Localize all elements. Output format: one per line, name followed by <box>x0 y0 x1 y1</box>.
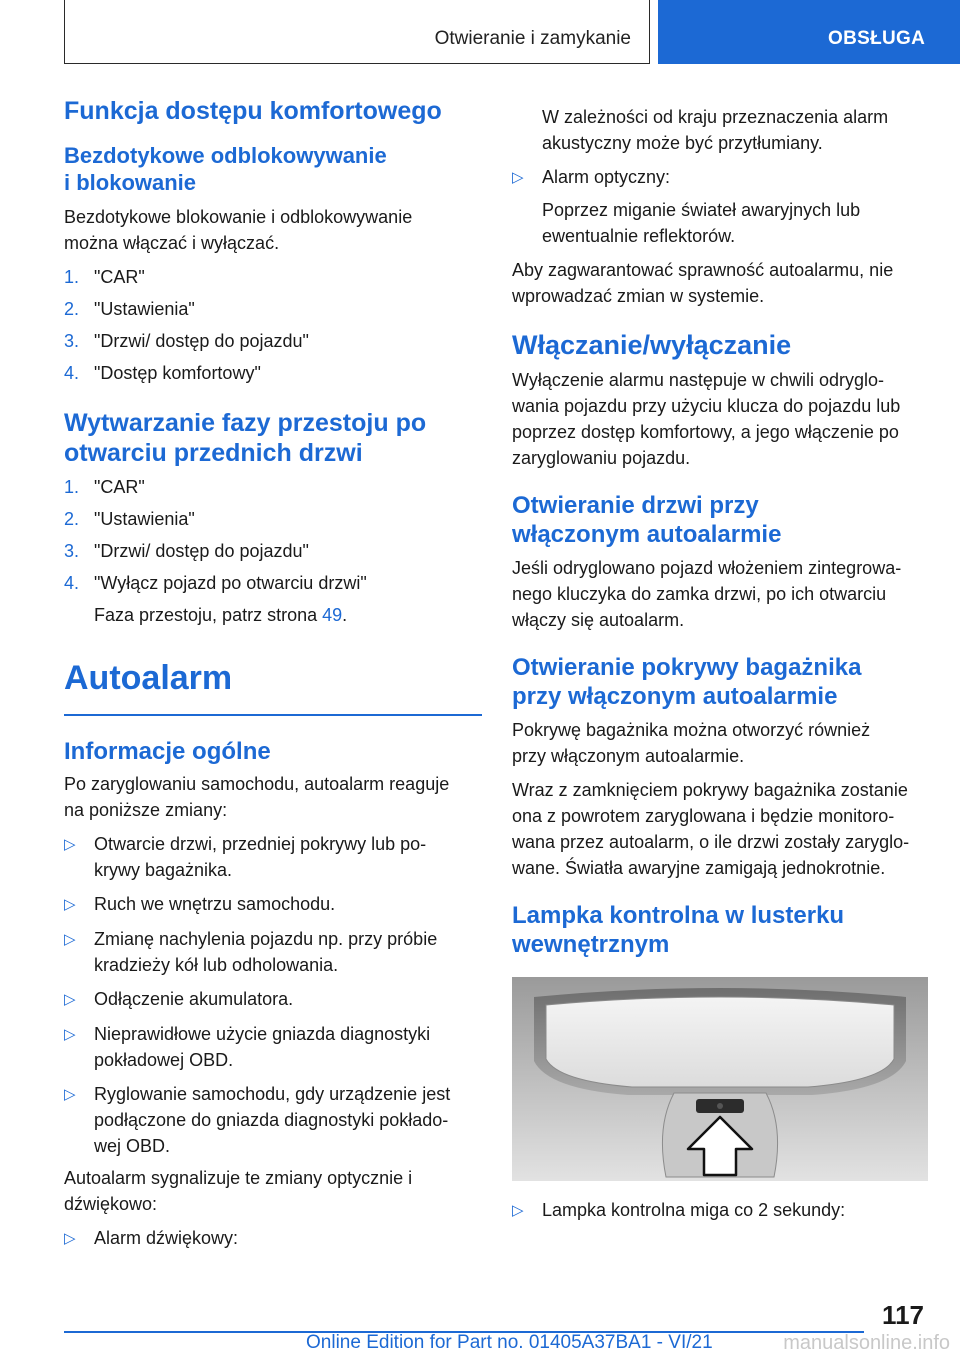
right-column <box>512 104 932 1224</box>
step-number: 1. <box>64 267 80 287</box>
step-number: 1. <box>64 477 80 497</box>
heading-alarm: Autoalarm <box>64 659 233 697</box>
page-number: 117 <box>882 1300 924 1330</box>
left-column <box>64 96 482 1252</box>
mirror-illustration <box>512 977 928 1181</box>
heading-on-off: Włączanie/wyłączanie <box>512 330 792 360</box>
list-item <box>64 1225 482 1252</box>
list-item <box>64 1081 482 1159</box>
paragraph-touchless: Bezdotykowe blokowanie i odblokowywanie można włączać i wyłączać. <box>64 207 413 253</box>
heading-touchless: Bezdotykowe odblokowywanie i blokowanie <box>64 143 387 195</box>
steps-touchless <box>64 264 482 386</box>
triangle-right-icon: ▷ <box>64 895 76 913</box>
bullet-text: Alarm dźwiękowy: <box>94 1227 239 1248</box>
step-text: "Drzwi/ dostęp do pojazdu" <box>94 331 309 351</box>
list-item <box>64 360 482 386</box>
step-number: 3. <box>64 331 80 351</box>
list-item <box>64 891 482 918</box>
step-text: "Drzwi/ dostęp do pojazdu" <box>94 541 309 561</box>
header-section-box <box>64 0 650 64</box>
bullet-text: Zmianę nachylenia pojazdu np. przy próbie kradzieży kół lub odholowania. <box>94 928 438 975</box>
step-text: "Ustawienia" <box>94 299 195 319</box>
list-item <box>64 986 482 1013</box>
step-number: 3. <box>64 541 80 561</box>
list-item <box>64 328 482 354</box>
triangle-right-icon: ▷ <box>512 1202 524 1219</box>
acoustic-note: W zależności od kraju przeznaczenia alarm akustyczny może być przytłumiany. <box>542 107 889 153</box>
triangle-right-icon: ▷ <box>64 1229 76 1247</box>
triangle-right-icon: ▷ <box>64 1085 76 1103</box>
heading-general-info: Informacje ogólne <box>64 737 271 765</box>
indicator-lamp <box>717 1103 723 1109</box>
bullet-text: Ruch we wnętrzu samochodu. <box>94 893 336 914</box>
list-item <box>64 1021 482 1073</box>
watermark: manualsonline.info <box>783 1332 950 1354</box>
step-number: 4. <box>64 573 80 593</box>
bullet-text: Ryglowanie samochodu, gdy urządzenie jest podłączone do gniazda diagnostyki pokłado- wej OBD. <box>94 1083 451 1156</box>
steps-standby <box>64 474 482 596</box>
heading-indicator-lamp: Lampka kontrolna w lusterku wewnętrznym <box>512 902 845 958</box>
lamp-list <box>512 1197 932 1224</box>
step-number: 2. <box>64 299 80 319</box>
standby-ref-text: Faza przestoju, patrz strona <box>94 605 323 625</box>
list-item <box>512 164 932 191</box>
list-item <box>64 538 482 564</box>
heading-rule <box>64 714 482 716</box>
triangle-right-icon: ▷ <box>64 930 76 948</box>
step-text: "CAR" <box>94 477 145 497</box>
bullet-text: Nieprawidłowe użycie gniazda diagnostyki pokładowej OBD. <box>94 1023 431 1070</box>
paragraph-general: Po zaryglowaniu samochodu, autoalarm reaguje na poniższe zmiany: <box>64 773 450 820</box>
page-link[interactable]: 49 <box>322 605 343 625</box>
bullet-text: Otwarcie drzwi, przedniej pokrywy lub po- krywy bagażnika. <box>94 833 427 880</box>
header-section-title: Otwieranie i zamykanie <box>434 28 631 49</box>
optical-list <box>512 164 932 191</box>
paragraph-signals: Autoalarm sygnalizuje te zmiany optycznie i dźwiękowo: <box>64 1167 413 1214</box>
list-item <box>64 264 482 290</box>
triangle-right-icon: ▷ <box>64 1025 76 1043</box>
list-item <box>64 570 482 596</box>
step-text: "Wyłącz pojazd po otwarciu drzwi" <box>94 573 367 593</box>
step-text: "Dostęp komfortowy" <box>94 363 261 383</box>
list-item <box>512 1197 932 1224</box>
signal-list <box>64 1225 482 1252</box>
edition-info: Online Edition for Part no. 01405A37BA1 - VI/21 <box>306 1332 713 1353</box>
step-text: "Ustawienia" <box>94 509 195 529</box>
paragraph-guarantee: Aby zagwarantować sprawność autoalarmu, nie wprowadzać zmian w systemie. <box>512 260 894 306</box>
bullet-text: Alarm optyczny: <box>542 167 671 187</box>
optical-note: Poprzez miganie świateł awaryjnych lub ewentualnie reflektorów. <box>542 200 861 246</box>
standby-reference <box>64 602 482 628</box>
step-number: 2. <box>64 509 80 529</box>
heading-trunk: Otwieranie pokrywy bagażnika przy włączonym autoalarmie <box>512 654 862 710</box>
rearview-mirror-image <box>512 977 928 1181</box>
bullet-text: Odłączenie akumulatora. <box>94 988 294 1009</box>
paragraph-doors: Jeśli odryglowano pojazd włożeniem zintegrowa- nego kluczyka do zamka drzwi, po ich otwarciu włączy się autoalarm. <box>512 558 902 630</box>
triangle-right-icon: ▷ <box>512 169 524 186</box>
heading-standby: Wytwarzanie fazy przestoju po otwarciu przednich drzwi <box>64 409 427 467</box>
step-text: "CAR" <box>94 267 145 287</box>
paragraph-on-off: Wyłączenie alarmu następuje w chwili odryglo- wania pojazdu przy użyciu klucza do pojazdu lub poprzez dostęp komfortowy, a jego włączenie po zaryglowaniu pojazdu. <box>512 370 901 468</box>
paragraph-trunk-1: Pokrywę bagażnika można otworzyć również przy włączonym autoalarmie. <box>512 720 871 766</box>
list-item <box>64 926 482 978</box>
paragraph-trunk-2: Wraz z zamknięciem pokrywy bagażnika zostanie ona z powrotem zaryglowana i będzie monitoro- wana przez autoalarm, o ile drzwi zostały zaryglo- wane. Światła awaryjne zamigają jednokrotnie. <box>512 780 910 878</box>
alarm-triggers-list <box>64 831 482 1159</box>
list-item <box>64 831 482 883</box>
header-chapter-tab[interactable] <box>658 0 960 64</box>
mirror-glass <box>546 997 894 1087</box>
heading-doors: Otwieranie drzwi przy włączonym autoalarmie <box>512 492 782 548</box>
header-chapter-label: OBSŁUGA <box>828 28 926 49</box>
standby-ref-end: . <box>342 605 348 625</box>
heading-comfort-access: Funkcja dostępu komfortowego <box>64 97 442 125</box>
list-item <box>64 506 482 532</box>
list-item <box>64 474 482 500</box>
triangle-right-icon: ▷ <box>64 835 76 853</box>
step-number: 4. <box>64 363 80 383</box>
triangle-right-icon: ▷ <box>64 990 76 1008</box>
bullet-text: Lampka kontrolna miga co 2 sekundy: <box>542 1200 846 1220</box>
list-item <box>64 296 482 322</box>
